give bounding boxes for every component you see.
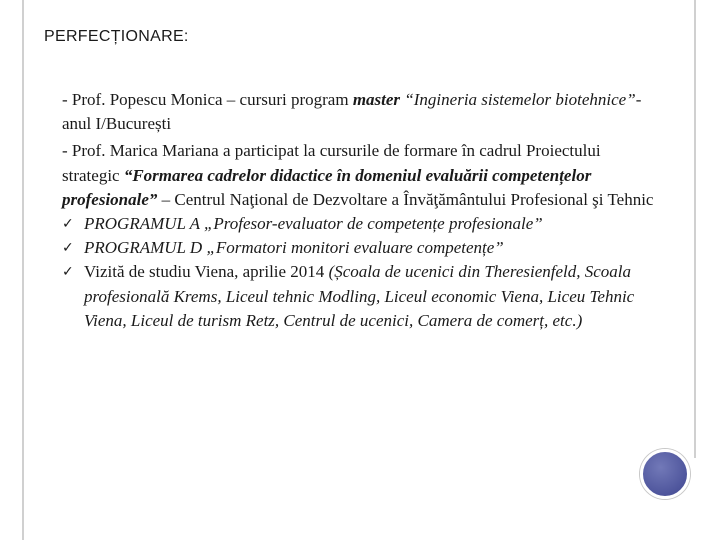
list-item <box>62 260 662 333</box>
entry-marica-lead: - Prof. Marica Mariana a participat la cursurile de formare în cadrul Proiectului strategic <box>62 141 601 185</box>
slide-title: PERFECȚIONARE: <box>44 28 189 45</box>
list-item <box>62 236 662 260</box>
list-item <box>62 212 662 236</box>
entry-popescu-master: master <box>352 90 401 109</box>
program-checklist <box>62 212 662 333</box>
checkmark-icon: ✓ <box>62 240 74 257</box>
checkmark-icon: ✓ <box>62 216 74 233</box>
content-body <box>62 88 662 333</box>
entry-marica <box>62 139 662 212</box>
entry-popescu-lead: - Prof. Popescu Monica – cursuri program <box>62 90 353 109</box>
entry-popescu-program: “Ingineria sistemelor biotehnice” <box>400 90 636 109</box>
entry-marica-tail: – Centrul Naţional de Dezvoltare a Învăţământului Profesional şi Tehnic <box>157 189 654 209</box>
entry-popescu <box>62 88 662 136</box>
left-border-line <box>22 0 24 540</box>
decorative-circle <box>640 449 690 499</box>
right-border-line <box>694 0 696 458</box>
study-visit-text: Vizită de studiu Viena, aprilie 2014 <box>84 262 329 282</box>
checkmark-icon: ✓ <box>62 264 74 281</box>
entry-popescu-tail: - anul I/București <box>62 90 642 134</box>
program-d-text: PROGRAMUL D „Formatori monitori evaluare competențe” <box>84 238 504 258</box>
study-visit-detail: (Școala de ucenici din Theresienfeld, Scoala profesională Krems, Liceul tehnic Modling, Liceul economic Viena, Liceu Tehnic Viena, Liceul de turism Retz, Centrul de ucenici, Camera de comerț, etc.) <box>84 262 635 330</box>
entry-marica-project: “Formarea cadrelor didactice în domeniul evaluării competențelor profesionale” <box>62 165 592 209</box>
program-a-text: PROGRAMUL A „Profesor-evaluator de competențe profesionale” <box>84 214 543 234</box>
